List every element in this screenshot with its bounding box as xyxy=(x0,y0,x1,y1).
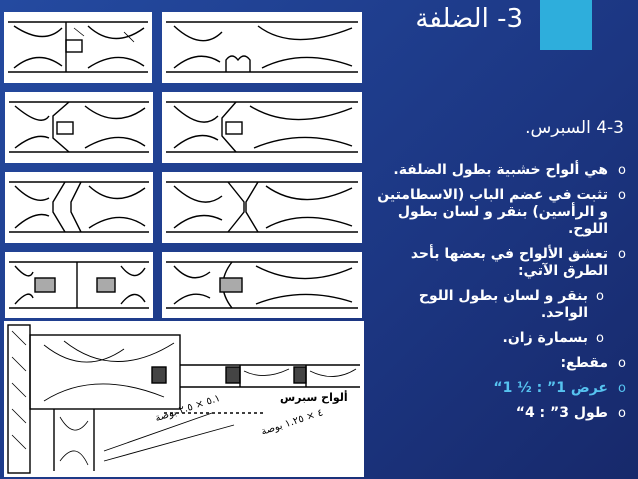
joint-illustration-8 xyxy=(162,252,362,318)
bullet-text: عرض 1” : ½ 1“ xyxy=(493,380,608,396)
joint-illustration-5 xyxy=(5,172,153,243)
bullet-text: مقطع: xyxy=(560,355,608,371)
bullet-item xyxy=(376,405,626,422)
dimension-label-a: ٥.١ × ٢.٥ بوصة xyxy=(153,392,222,425)
joint-illustration-1 xyxy=(4,12,152,83)
door-section-drawing xyxy=(4,321,364,477)
bullet-text: تعشق الألواح في بعضها بأحد الطرق الآتي: xyxy=(410,246,608,279)
dimension-label-b: ٤ × ١.٢٥ بوصة xyxy=(259,407,325,438)
bullet-text: طول 3” : 4“ xyxy=(515,405,608,421)
bullet-item xyxy=(376,162,626,179)
joint-illustration-3 xyxy=(5,92,153,163)
section-subtitle: 4-3 السبرس. xyxy=(525,118,624,138)
joint-illustration-7 xyxy=(5,252,153,318)
bullet-item xyxy=(376,187,626,238)
slide-title: 3- الضلفة xyxy=(415,4,523,34)
joint-illustration-6 xyxy=(162,172,362,243)
board-label: ألواح سبرس xyxy=(280,391,348,404)
bullet-marker: o xyxy=(618,381,626,396)
bullet-marker: o xyxy=(618,356,626,371)
bullet-marker: o xyxy=(618,406,626,421)
bullet-item xyxy=(376,246,626,280)
bullet-text: تثبت في عضم الباب (الاسطامتين و الرأسين) بنقر و لسان بطول اللوح. xyxy=(377,187,608,237)
bullet-marker: o xyxy=(596,331,604,346)
bullet-text: بسمارة زان. xyxy=(502,330,588,346)
joint-illustration-4 xyxy=(162,92,362,163)
accent-block xyxy=(540,0,592,50)
bullet-marker: o xyxy=(618,188,626,203)
bullet-marker: o xyxy=(618,163,626,178)
bullet-text: بنقر و لسان بطول اللوح الواحد. xyxy=(418,288,588,321)
bullet-item xyxy=(376,380,626,397)
bullet-marker: o xyxy=(618,247,626,262)
bullet-item xyxy=(376,355,626,372)
sub-bullet-item xyxy=(376,288,626,322)
joint-illustration-2 xyxy=(162,12,362,83)
bullet-list xyxy=(376,162,626,430)
bullet-text: هي ألواح خشبية بطول الضلفة. xyxy=(393,162,608,178)
bullet-marker: o xyxy=(596,289,604,304)
sub-bullet-item xyxy=(376,330,626,347)
